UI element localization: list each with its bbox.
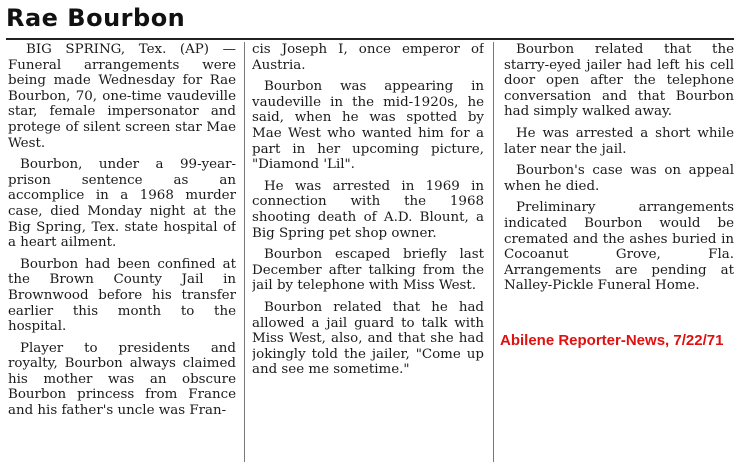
paragraph: Bourbon's case was on appeal when he died. — [504, 163, 734, 194]
article-column-1 — [8, 42, 236, 469]
paragraph: Bourbon, under a 99-year-prison sentence as an accomplice in a 1968 murder case, died Monday night at the Big Spring, Tex. state hospital of a heart ailment. — [8, 157, 236, 251]
paragraph: Player to presidents and royalty, Bourbon always claimed his mother was an obscure Bourbon princess from France and his father's uncle was Fran- — [8, 340, 236, 419]
source-credit: Abilene Reporter-News, 7/22/71 — [500, 332, 724, 349]
headline-rule — [6, 38, 734, 40]
paragraph: Bourbon escaped briefly last December after talking from the jail by telephone with Miss West. — [252, 247, 484, 294]
paragraph: Bourbon related that the starry-eyed jailer had left his cell door open after the telephone conversation and that Bourbon had simply walked away. — [504, 42, 734, 120]
column-divider — [244, 42, 245, 462]
paragraph: cis Joseph I, once emperor of Austria. — [252, 42, 484, 73]
paragraph: BIG SPRING, Tex. (AP) — Funeral arrangements were being made Wednesday for Rae Bourbon, 70, one-time vaudeville star, female impersonator and protege of silent screen star Mae West. — [8, 42, 236, 151]
paragraph: Bourbon had been confined at the Brown County Jail in Brownwood before his transfer earlier this month to the hospital. — [8, 256, 236, 335]
paragraph: He was arrested a short while later near the jail. — [504, 125, 734, 157]
paragraph: Bourbon was appearing in vaudeville in the mid-1920s, he said, when he was spotted by Mae West who wanted him for a part in her upcoming picture, "Diamond 'Lil". — [252, 79, 484, 173]
paragraph: Preliminary arrangements indicated Bourbon would be cremated and the ashes buried in Cocoanut Grove, Fla. Arrangements are pending at Nalley-Pickle Funeral Home. — [504, 200, 734, 294]
article-column-3 — [504, 42, 734, 342]
column-divider — [493, 42, 494, 462]
paragraph: He was arrested in 1969 in connection with the 1968 shooting death of A.D. Blount, a Big Spring pet shop owner. — [252, 178, 484, 241]
article-column-2 — [252, 42, 484, 469]
article-headline: Rae Bourbon — [6, 4, 186, 32]
paragraph: Bourbon related that he had allowed a jail guard to talk with Miss West, also, and that she had jokingly told the jailer, "Come up and see me sometime." — [252, 299, 484, 378]
